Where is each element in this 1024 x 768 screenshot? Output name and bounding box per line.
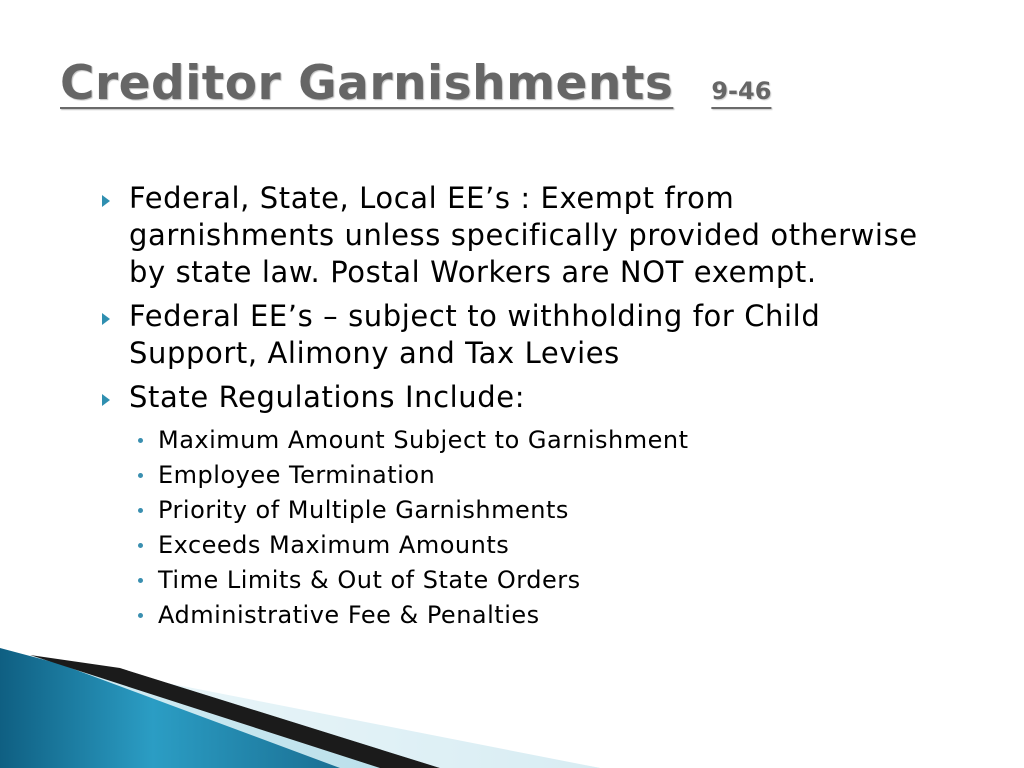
sub-bullet-text: Exceeds Maximum Amounts [158,531,510,559]
dot-bullet-icon [138,473,143,478]
sub-bullet-item [98,528,938,563]
sub-bullet-item [98,458,938,493]
sub-bullet-text: Employee Termination [158,461,436,489]
sub-bullet-item [98,563,938,598]
dot-bullet-icon [138,613,143,618]
sub-bullet-text: Priority of Multiple Garnishments [158,496,569,524]
sub-bullet-text: Administrative Fee & Penalties [158,601,540,629]
dot-bullet-icon [138,543,143,548]
bullet-text: State Regulations Include: [129,380,526,414]
bullet-text: Federal, State, Local EE’s : Exempt from garnishments unless specifically provided otherwise by state law. Postal Workers are NOT exempt. [129,181,918,289]
sub-bullet-item [98,598,938,633]
bullet-item [98,298,938,372]
sub-bullet-item [98,493,938,528]
dot-bullet-icon [138,508,143,513]
arrow-bullet-icon [102,394,110,406]
arrow-bullet-icon [102,195,110,207]
dot-bullet-icon [138,438,143,443]
bullet-list [98,180,938,633]
title-text: Creditor Garnishments [60,56,674,111]
slide-title [60,56,771,111]
bullet-text: Federal EE’s – subject to withholding for Child Support, Alimony and Tax Levies [129,299,821,370]
bullet-item [98,180,938,291]
dot-bullet-icon [138,578,143,583]
arrow-bullet-icon [102,313,110,325]
sub-bullet-text: Maximum Amount Subject to Garnishment [158,426,689,454]
title-page-ref: 9-46 [711,77,772,105]
sub-bullet-list [98,423,938,633]
sub-bullet-text: Time Limits & Out of State Orders [158,566,581,594]
bullet-item [98,379,938,416]
sub-bullet-item [98,423,938,458]
